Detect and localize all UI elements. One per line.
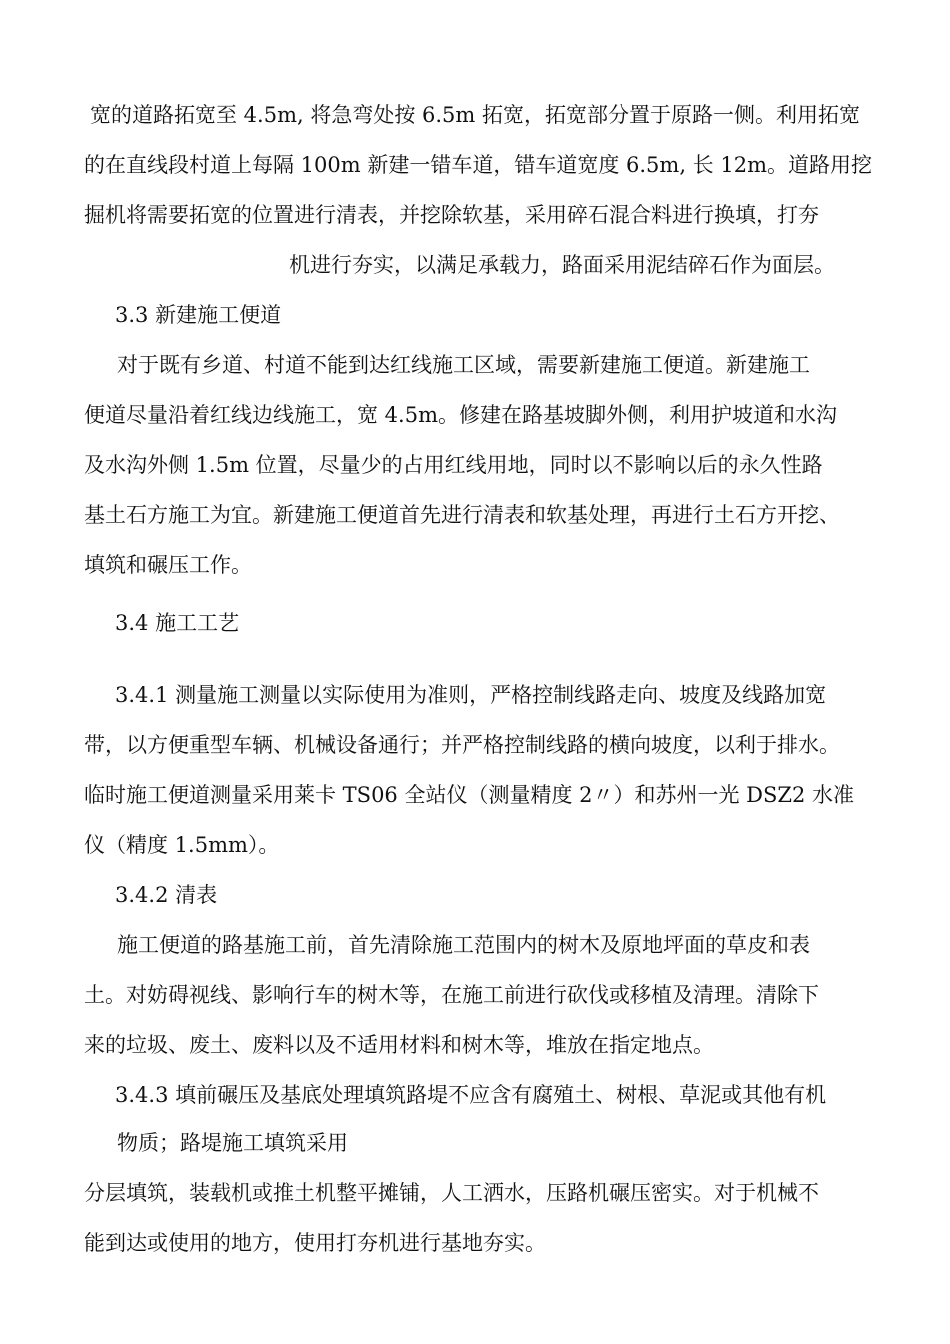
paragraph-line: 分层填筑，装载机或推土机整平摊铺，人工洒水，压路机碾压密实。对于机械不 — [84, 1181, 819, 1205]
subsection-3-4-3-line: 3.4.3 填前碾压及基底处理填筑路堤不应含有腐殖土、树根、草泥或其他有机 — [115, 1083, 827, 1107]
paragraph-line: 的在直线段村道上每隔 100m 新建一错车道，错车道宽度 6.5m, 长 12m。道路用挖 — [84, 153, 872, 177]
paragraph-line: 对于既有乡道、村道不能到达红线施工区域，需要新建施工便道。新建施工 — [117, 353, 810, 377]
paragraph-line: 能到达或使用的地方，使用打夯机进行基地夯实。 — [84, 1231, 546, 1255]
paragraph-line: 便道尽量沿着红线边线施工，宽 4.5m。修建在路基坡脚外侧，利用护坡道和水沟 — [84, 403, 837, 427]
paragraph-line: 填筑和碾压工作。 — [84, 553, 252, 577]
paragraph-line: 掘机将需要拓宽的位置进行清表，并挖除软基，采用碎石混合料进行换填，打夯 — [84, 203, 819, 227]
paragraph-line: 宽的道路拓宽至 4.5m, 将急弯处按 6.5m 拓宽，拓宽部分置于原路一侧。利用拓宽 — [90, 103, 860, 127]
section-heading-3-3: 3.3 新建施工便道 — [115, 303, 282, 327]
paragraph-line: 施工便道的路基施工前，首先清除施工范围内的树木及原地坪面的草皮和表 — [117, 933, 810, 957]
paragraph-line: 及水沟外侧 1.5m 位置，尽量少的占用红线用地，同时以不影响以后的永久性路 — [84, 453, 823, 477]
paragraph-line: 仪（精度 1.5mm）。 — [84, 833, 280, 857]
paragraph-line: 机进行夯实，以满足承载力，路面采用泥结碎石作为面层。 — [289, 253, 835, 277]
subsection-heading-3-4-2: 3.4.2 清表 — [115, 883, 218, 907]
subsection-3-4-1-line: 3.4.1 测量施工测量以实际使用为准则，严格控制线路走向、坡度及线路加宽 — [115, 683, 827, 707]
paragraph-line: 基土石方施工为宜。新建施工便道首先进行清表和软基处理，再进行土石方开挖、 — [84, 503, 840, 527]
section-heading-3-4: 3.4 施工工艺 — [115, 611, 240, 635]
paragraph-line: 土。对妨碍视线、影响行车的树木等，在施工前进行砍伐或移植及清理。清除下 — [84, 983, 819, 1007]
paragraph-line: 来的垃圾、废土、废料以及不适用材料和树木等，堆放在指定地点。 — [84, 1033, 714, 1057]
paragraph-line: 临时施工便道测量采用莱卡 TS06 全站仪（测量精度 2〃）和苏州一光 DSZ2 水准 — [84, 783, 855, 807]
paragraph-line: 带，以方便重型车辆、机械设备通行；并严格控制线路的横向坡度，以利于排水。 — [84, 733, 840, 757]
paragraph-line: 物质；路堤施工填筑采用 — [117, 1131, 348, 1155]
